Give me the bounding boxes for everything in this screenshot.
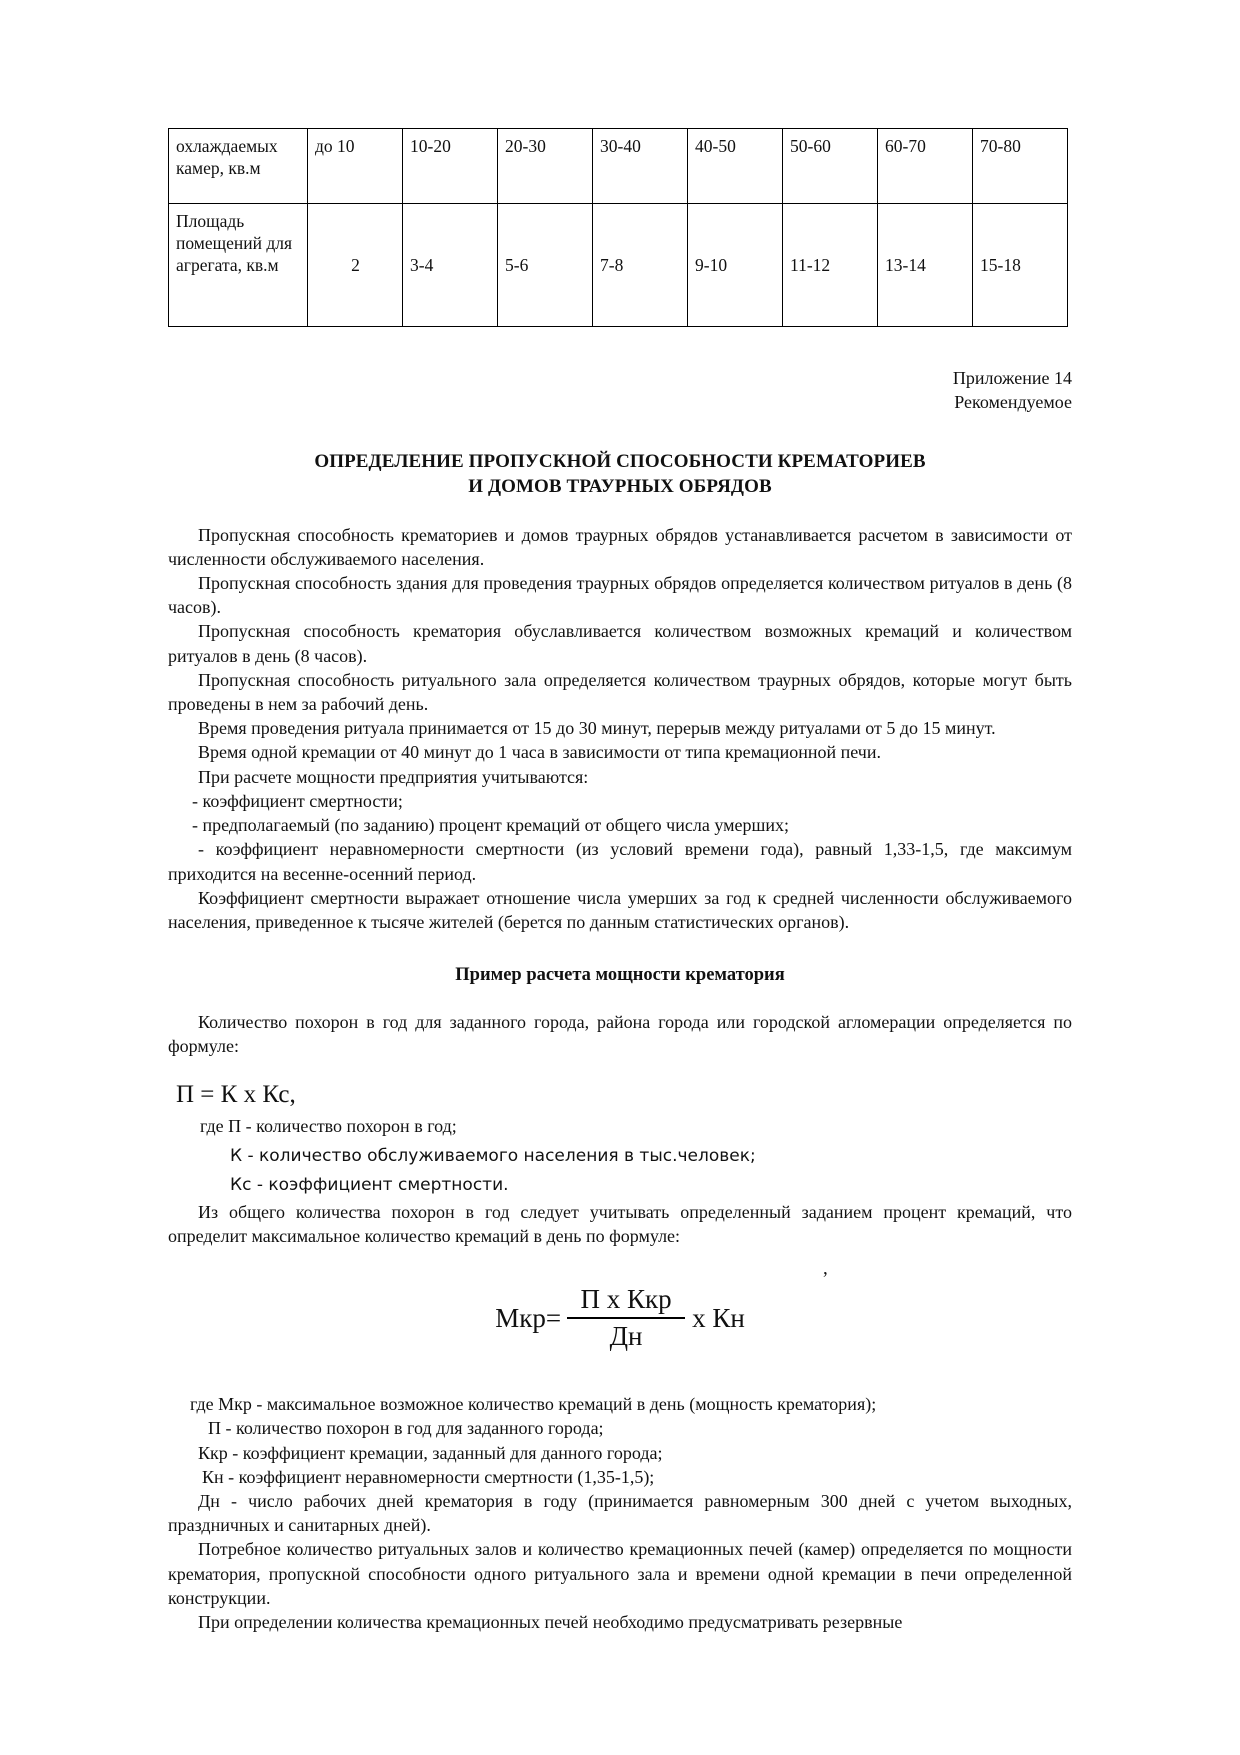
table-row-label: Площадь помещений для агрегата, кв.м xyxy=(169,204,308,327)
table-cell-6: 11-12 xyxy=(783,204,878,327)
formula-mkr-lhs: Мкр= xyxy=(495,1302,562,1333)
formula-p-equals: П = К х Кс, xyxy=(176,1080,296,1108)
formula-mkr-rhs: х Кн xyxy=(692,1302,745,1333)
example-intro-2: Из общего количества похорон в год следует учитывать определенный заданием процент кремаций, что определит максимальное количество кремаций в день по формуле: xyxy=(168,1201,1072,1246)
paragraph-reserve: При определении количества кремационных печей необходимо предусматривать резервные xyxy=(198,1611,903,1632)
where-kc: Кс - коэффициент смертности. xyxy=(230,1175,509,1196)
appendix-block xyxy=(168,367,1072,415)
page-title-line-1: ОПРЕДЕЛЕНИЕ ПРОПУСКНОЙ СПОСОБНОСТИ КРЕМАТОРИЕВ xyxy=(314,450,926,472)
table-cell-1: 2 xyxy=(308,204,403,327)
bullet-1: - коэффициент смертности; xyxy=(192,790,403,811)
example-intro-block xyxy=(168,1010,1072,1058)
paragraph-4: Пропускная способность ритуального зала определяется количеством траурных обрядов, которые могут быть проведены в нем за рабочий день. xyxy=(168,669,1072,715)
table-header-col-6: 50-60 xyxy=(783,129,878,204)
formula-fraction xyxy=(567,1284,685,1352)
table-header-col-2: 10-20 xyxy=(403,129,498,204)
where-k: К - количество обслуживаемого населения в тыс.человек; xyxy=(230,1145,756,1166)
example-intro: Количество похорон в год для заданного города, района города или городской агломерации определяется по формуле: xyxy=(168,1012,1072,1057)
table-header-col-7: 60-70 xyxy=(878,129,973,204)
cooling-chambers-table xyxy=(168,128,1068,327)
definition-kn: Кн - коэффициент неравномерности смертности (1,35-1,5); xyxy=(202,1466,655,1487)
paragraph-5: Время проведения ритуала принимается от 15 до 30 минут, перерыв между ритуалами от 5 до 15 минут. xyxy=(198,718,996,739)
table-cell-5: 9-10 xyxy=(688,204,783,327)
definition-kkr: Ккр - коэффициент кремации, заданный для данного города; xyxy=(198,1442,663,1463)
page-title-line-2: И ДОМОВ ТРАУРНЫХ ОБРЯДОВ xyxy=(468,475,772,497)
bullet-3: - коэффициент неравномерности смертности (из условий времени года), равный 1,33-1,5, где максимум приходится на весенне-осенний период. xyxy=(168,839,1072,884)
paragraph-8: Коэффициент смертности выражает отношение числа умерших за год к средней численности обслуживаемого населения, приведенное к тысяче жителей (берется по данным статистических органов). xyxy=(168,887,1072,932)
table-cell-8: 15-18 xyxy=(973,204,1068,327)
table-header-col-1: до 10 xyxy=(308,129,403,204)
table-header-col-3: 20-30 xyxy=(498,129,593,204)
table-row xyxy=(169,204,1068,327)
table-header-col-5: 40-50 xyxy=(688,129,783,204)
table-cell-7: 13-14 xyxy=(878,204,973,327)
body-text xyxy=(168,523,1072,934)
paragraph-7: При расчете мощности предприятия учитываются: xyxy=(198,766,589,787)
page-title xyxy=(168,449,1072,499)
definition-p: П - количество похорон в год для заданного города; xyxy=(208,1418,604,1439)
formula-mkr xyxy=(168,1258,1072,1370)
definition-dn: Дн - число рабочих дней крематория в году (принимается равномерным 300 дней с учетом выходных, праздничных и санитарных дней). xyxy=(168,1490,1072,1536)
bullet-2: - предполагаемый (по заданию) процент кремаций от общего числа умерших; xyxy=(192,815,789,836)
appendix-number: Приложение 14 xyxy=(952,368,1072,388)
definition-mkr: где Мкр - максимальное возможное количество кремаций в день (мощность крематория); xyxy=(190,1394,877,1415)
table-cell-3: 5-6 xyxy=(498,204,593,327)
formula-denominator: Дн xyxy=(609,1321,643,1352)
example-heading: Пример расчета мощности крематория xyxy=(455,965,785,986)
table-cell-4: 7-8 xyxy=(593,204,688,327)
table-header-col-4: 30-40 xyxy=(593,129,688,204)
paragraph-6: Время одной кремации от 40 минут до 1 часа в зависимости от типа кремационной печи. xyxy=(198,742,881,763)
paragraph-2: Пропускная способность здания для проведения траурных обрядов определяется количеством ритуалов в день (8 часов). xyxy=(168,573,1072,618)
where-p: где П - количество похорон в год; xyxy=(200,1116,457,1137)
formula-numerator: П х Ккр xyxy=(580,1284,672,1315)
appendix-status: Рекомендуемое xyxy=(954,391,1072,412)
paragraph-1: Пропускная способность крематориев и домов траурных обрядов устанавливается расчетом в зависимости от численности обслуживаемого населения. xyxy=(168,524,1072,569)
table-header-label: охлаждаемых камер, кв.м xyxy=(169,129,308,204)
example-intro2-block xyxy=(168,1200,1072,1248)
table-cell-2: 3-4 xyxy=(403,204,498,327)
table-row xyxy=(169,129,1068,204)
definitions-block xyxy=(168,1392,1072,1634)
formula-mkr-row xyxy=(168,1284,1072,1352)
paragraph-halls: Потребное количество ритуальных залов и количество кремационных печей (камер) определяется по мощности крематория, пропускной способности одного ритуального зала и времени одной кремации в печи определенной конструкции. xyxy=(168,1539,1072,1608)
table-header-col-8: 70-80 xyxy=(973,129,1068,204)
paragraph-3: Пропускная способность крематория обуславливается количеством возможных кремаций и количеством ритуалов в день (8 часов). xyxy=(168,621,1072,666)
formula-trailing-comma: , xyxy=(823,1258,828,1280)
